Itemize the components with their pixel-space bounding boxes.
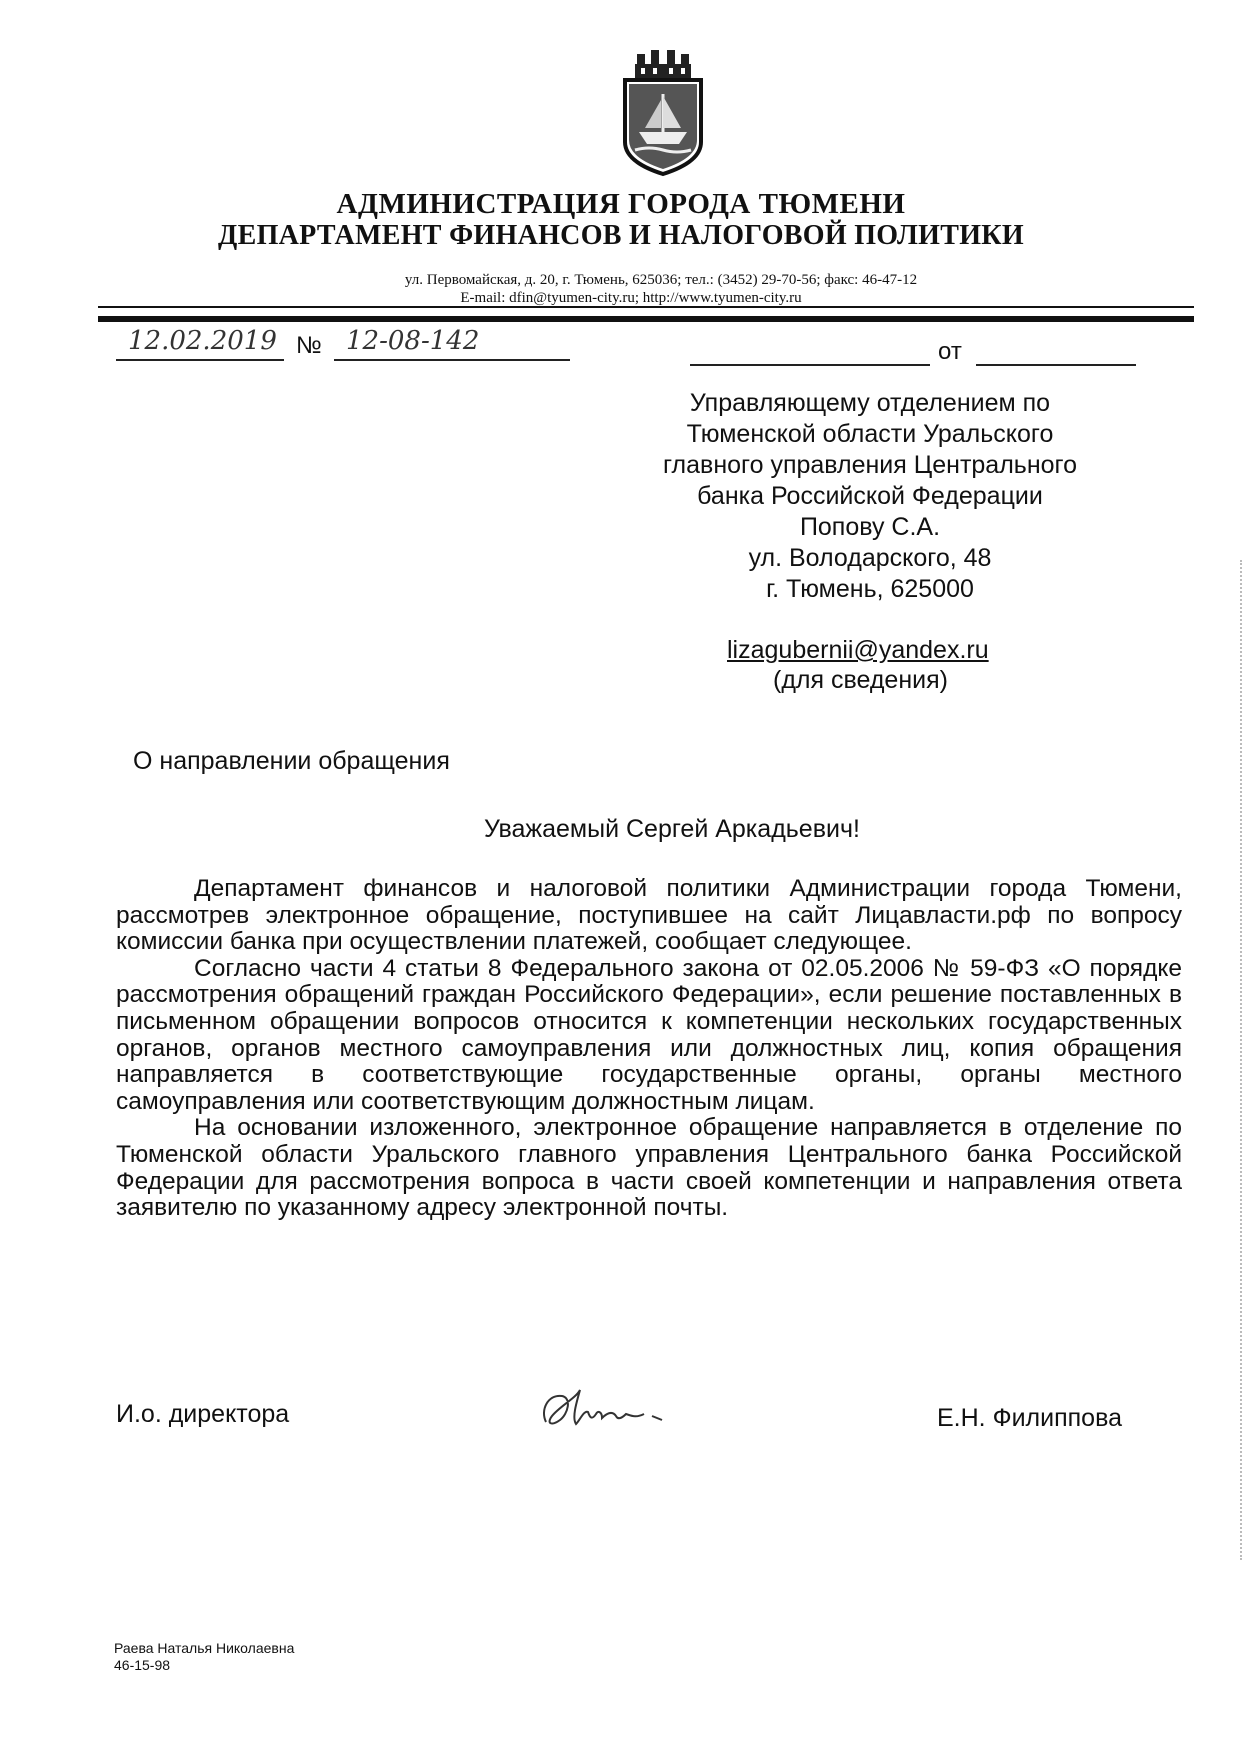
addressee-line: Попову С.А. [799, 513, 941, 541]
addressee-line: Управляющему отделением по [689, 389, 1051, 417]
letter-body [116, 876, 1182, 1222]
addressee-line: главного управления Центрального [662, 451, 1078, 479]
incoming-number-underline [690, 364, 930, 366]
executor-name: Раева Наталья Николаевна [114, 1640, 295, 1656]
incoming-date-underline [976, 364, 1136, 366]
salutation: Уважаемый Сергей Аркадьевич! [484, 815, 860, 843]
organization-name: АДМИНИСТРАЦИЯ ГОРОДА ТЮМЕНИ [336, 188, 906, 220]
executor-phone: 46-15-98 [114, 1657, 171, 1673]
addressee-line: банка Российской Федерации [697, 482, 1043, 510]
scan-edge-artifact [1230, 560, 1242, 1560]
handwritten-date: 12.02.2019 [128, 326, 277, 356]
date-underline [116, 359, 284, 361]
addressee-email: lizagubernii@yandex.ru [727, 636, 989, 664]
email-website-line: E-mail: dfin@tyumen-city.ru; http://www.tyumen-city.ru [460, 290, 802, 306]
handwritten-signature [532, 1380, 692, 1440]
signer-name: Е.Н. Филиппова [937, 1404, 1122, 1432]
addressee-line: ул. Володарского, 48 [748, 544, 992, 572]
body-paragraph: На основании изложенного, электронное обращение направляется в отделение по Тюменской области Уральского главного управления Центрального банка Российской Федерации для рассмотрения вопроса в части своей компетенции и направления ответа заявителю по указанному адресу электронной почты. [116, 1114, 1182, 1222]
from-label: от [938, 338, 962, 365]
signer-position: И.о. директора [116, 1400, 290, 1428]
email-note: (для сведения) [773, 666, 948, 694]
addressee-block [600, 388, 1140, 605]
coat-of-arms-emblem [615, 50, 711, 178]
letter-subject: О направлении обращения [133, 747, 450, 775]
addressee-line: Тюменской области Уральского [686, 420, 1054, 448]
header-divider-thin [98, 306, 1194, 308]
department-name: ДЕПАРТАМЕНТ ФИНАНСОВ И НАЛОГОВОЙ ПОЛИТИКИ [218, 220, 1024, 251]
body-paragraph: Департамент финансов и налоговой политики Администрации города Тюмени, рассмотрев электронное обращение, поступившее на сайт Лицавласти.рф по вопросу комиссии банка при осуществлении платежей, сообщает следующее. [116, 875, 1182, 956]
addressee-line: г. Тюмень, 625000 [766, 575, 974, 603]
number-underline [334, 359, 570, 361]
header-divider-thick [98, 316, 1194, 322]
executor-block [114, 1640, 294, 1674]
handwritten-number: 12-08-142 [346, 326, 480, 356]
number-label: № [296, 332, 322, 359]
body-paragraph: Согласно части 4 статьи 8 Федерального закона от 02.05.2006 № 59-ФЗ «О порядке рассмотрения обращений граждан Российского Федерации», если решение поставленных в письменном обращении вопросов относится к компетенции нескольких государственных органов, органов местного самоуправления или должностных лиц, копия обращения направляется в соответствующие государственные органы, органы местного самоуправления или соответствующим должностным лицам. [116, 954, 1182, 1115]
address-phone-line: ул. Первомайская, д. 20, г. Тюмень, 625036; тел.: (3452) 29-70-56; факс: 46-47-12 [404, 272, 918, 288]
